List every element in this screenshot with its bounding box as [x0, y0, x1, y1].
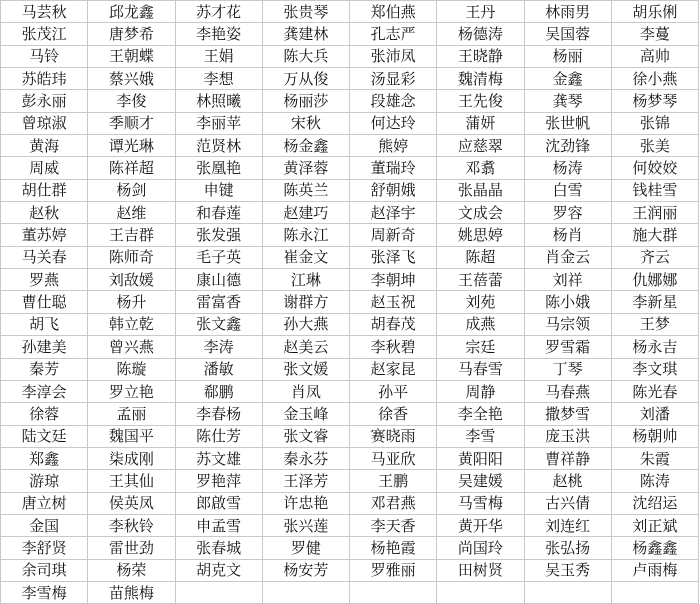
table-row — [1, 492, 699, 514]
name-cell: 李涛 — [175, 336, 262, 358]
name-cell: 秦永芬 — [262, 447, 349, 469]
name-cell: 刘连红 — [524, 514, 611, 536]
name-cell: 陈英兰 — [262, 179, 349, 201]
name-cell: 王梦 — [611, 313, 698, 335]
name-cell: 潘敏 — [175, 358, 262, 380]
name-cell: 白雪 — [524, 179, 611, 201]
name-cell: 赵桃 — [524, 470, 611, 492]
table-row — [1, 246, 699, 268]
name-cell: 龚建林 — [262, 23, 349, 45]
name-cell: 张兴莲 — [262, 514, 349, 536]
table-row — [1, 447, 699, 469]
table-row — [1, 581, 699, 603]
name-cell: 孙平 — [350, 380, 437, 402]
name-cell: 李雪 — [437, 425, 524, 447]
name-cell: 周静 — [437, 380, 524, 402]
name-cell: 王娟 — [175, 45, 262, 67]
name-cell: 曾琼淑 — [1, 112, 88, 134]
table-row — [1, 425, 699, 447]
name-cell: 马春燕 — [524, 380, 611, 402]
name-cell: 雷世劲 — [88, 537, 175, 559]
name-cell: 苏才花 — [175, 1, 262, 23]
name-cell: 赵秋 — [1, 202, 88, 224]
name-cell: 宋秋 — [262, 112, 349, 134]
name-cell: 张文鑫 — [175, 313, 262, 335]
name-cell: 陈超 — [437, 246, 524, 268]
name-cell: 毛子英 — [175, 246, 262, 268]
table-row — [1, 157, 699, 179]
name-cell: 江琳 — [262, 269, 349, 291]
name-cell: 谢群方 — [262, 291, 349, 313]
name-cell: 杨金鑫 — [262, 135, 349, 157]
table-row — [1, 45, 699, 67]
name-cell: 谭光琳 — [88, 135, 175, 157]
name-cell: 撒梦雪 — [524, 403, 611, 425]
table-row — [1, 313, 699, 335]
name-cell: 金鑫 — [524, 68, 611, 90]
name-cell: 和春莲 — [175, 202, 262, 224]
name-cell: 齐云 — [611, 246, 698, 268]
name-cell: 陈师奇 — [88, 246, 175, 268]
name-cell: 苏文雄 — [175, 447, 262, 469]
name-cell: 罗健 — [262, 537, 349, 559]
name-cell: 张美 — [611, 135, 698, 157]
name-cell: 李春杨 — [175, 403, 262, 425]
name-cell: 徐香 — [350, 403, 437, 425]
name-cell: 钱桂雪 — [611, 179, 698, 201]
name-cell: 杨荣 — [88, 559, 175, 581]
name-cell: 龚琴 — [524, 90, 611, 112]
name-cell: 金国 — [1, 514, 88, 536]
name-cell: 吴国蓉 — [524, 23, 611, 45]
name-cell: 赵家昆 — [350, 358, 437, 380]
name-cell: 黄泽蓉 — [262, 157, 349, 179]
name-cell: 张弘扬 — [524, 537, 611, 559]
name-cell — [175, 581, 262, 603]
name-cell: 马亚欣 — [350, 447, 437, 469]
name-cell: 陈仕芳 — [175, 425, 262, 447]
name-table-body — [1, 1, 699, 604]
name-cell — [524, 581, 611, 603]
name-cell: 陈小娥 — [524, 291, 611, 313]
table-row — [1, 403, 699, 425]
name-cell: 李艳姿 — [175, 23, 262, 45]
name-cell: 杨永吉 — [611, 336, 698, 358]
name-cell: 张锦 — [611, 112, 698, 134]
name-cell: 肖凤 — [262, 380, 349, 402]
name-cell: 周威 — [1, 157, 88, 179]
table-row — [1, 559, 699, 581]
name-cell: 曾兴燕 — [88, 336, 175, 358]
name-cell: 郎啟雪 — [175, 492, 262, 514]
name-cell: 柒成刚 — [88, 447, 175, 469]
table-row — [1, 135, 699, 157]
name-cell: 康山德 — [175, 269, 262, 291]
name-cell: 胡飞 — [1, 313, 88, 335]
name-cell: 邓君燕 — [350, 492, 437, 514]
name-cell: 杨丽莎 — [262, 90, 349, 112]
name-cell — [262, 581, 349, 603]
name-cell: 段雄念 — [350, 90, 437, 112]
name-cell: 吴建媛 — [437, 470, 524, 492]
name-cell: 魏清梅 — [437, 68, 524, 90]
name-cell: 邱龙鑫 — [88, 1, 175, 23]
name-cell: 赵玉祝 — [350, 291, 437, 313]
name-cell: 杨涛 — [524, 157, 611, 179]
name-cell: 舒朝娥 — [350, 179, 437, 201]
name-cell — [611, 581, 698, 603]
table-row — [1, 202, 699, 224]
name-cell: 仇娜娜 — [611, 269, 698, 291]
name-cell: 杨朝帅 — [611, 425, 698, 447]
name-cell: 杨剑 — [88, 179, 175, 201]
name-cell: 李蔓 — [611, 23, 698, 45]
name-cell: 何达玲 — [350, 112, 437, 134]
name-cell: 杨德涛 — [437, 23, 524, 45]
name-cell: 金玉峰 — [262, 403, 349, 425]
name-cell: 林雨男 — [524, 1, 611, 23]
name-cell: 李朝坤 — [350, 269, 437, 291]
name-cell: 董瑞玲 — [350, 157, 437, 179]
name-cell: 张晶晶 — [437, 179, 524, 201]
name-cell: 马关春 — [1, 246, 88, 268]
name-cell: 彭永丽 — [1, 90, 88, 112]
name-cell: 李全艳 — [437, 403, 524, 425]
name-cell: 罗立艳 — [88, 380, 175, 402]
name-cell: 王吉群 — [88, 224, 175, 246]
name-cell: 李舒贤 — [1, 537, 88, 559]
name-cell: 罗雅丽 — [350, 559, 437, 581]
name-cell: 张发强 — [175, 224, 262, 246]
name-cell: 张文睿 — [262, 425, 349, 447]
name-cell: 宗廷 — [437, 336, 524, 358]
name-cell: 李雪梅 — [1, 581, 88, 603]
name-cell: 胡乐俐 — [611, 1, 698, 23]
name-cell: 王泽芳 — [262, 470, 349, 492]
table-row — [1, 224, 699, 246]
name-cell: 张世帆 — [524, 112, 611, 134]
name-cell: 成燕 — [437, 313, 524, 335]
name-cell: 沈劲锋 — [524, 135, 611, 157]
name-cell: 朱霞 — [611, 447, 698, 469]
name-cell: 张贵琴 — [262, 1, 349, 23]
name-cell: 曹祥静 — [524, 447, 611, 469]
name-cell: 赛晓雨 — [350, 425, 437, 447]
name-cell: 李想 — [175, 68, 262, 90]
name-cell: 李秋碧 — [350, 336, 437, 358]
name-cell: 杨丽 — [524, 45, 611, 67]
name-cell: 陈祥超 — [88, 157, 175, 179]
name-cell: 高帅 — [611, 45, 698, 67]
table-row — [1, 470, 699, 492]
name-cell: 姚思婷 — [437, 224, 524, 246]
name-cell: 唐梦希 — [88, 23, 175, 45]
name-cell: 孟丽 — [88, 403, 175, 425]
name-cell: 杨升 — [88, 291, 175, 313]
name-cell: 杨鑫鑫 — [611, 537, 698, 559]
table-row — [1, 537, 699, 559]
name-cell: 张文媛 — [262, 358, 349, 380]
name-cell: 杨肖 — [524, 224, 611, 246]
name-cell: 赵维 — [88, 202, 175, 224]
name-cell: 胡春茂 — [350, 313, 437, 335]
name-cell: 万从俊 — [262, 68, 349, 90]
table-row — [1, 514, 699, 536]
name-cell — [437, 581, 524, 603]
name-cell: 孙建美 — [1, 336, 88, 358]
name-cell: 蔡兴娥 — [88, 68, 175, 90]
name-cell: 蒲妍 — [437, 112, 524, 134]
name-cell — [350, 581, 437, 603]
name-cell: 游琼 — [1, 470, 88, 492]
name-cell: 李文琪 — [611, 358, 698, 380]
name-cell: 陈涛 — [611, 470, 698, 492]
name-cell: 陈永江 — [262, 224, 349, 246]
name-cell: 郑鑫 — [1, 447, 88, 469]
name-cell: 秦芳 — [1, 358, 88, 380]
name-cell: 黄开华 — [437, 514, 524, 536]
name-cell: 陈大兵 — [262, 45, 349, 67]
name-cell: 魏国平 — [88, 425, 175, 447]
name-cell: 范贤林 — [175, 135, 262, 157]
name-cell: 胡克文 — [175, 559, 262, 581]
name-cell: 王蓓蕾 — [437, 269, 524, 291]
name-cell: 徐小燕 — [611, 68, 698, 90]
name-cell: 罗艳萍 — [175, 470, 262, 492]
name-cell: 侯英凤 — [88, 492, 175, 514]
name-cell: 肖金云 — [524, 246, 611, 268]
name-cell: 张泽飞 — [350, 246, 437, 268]
name-cell: 丁琴 — [524, 358, 611, 380]
name-cell: 陈光春 — [611, 380, 698, 402]
name-cell: 马芸秋 — [1, 1, 88, 23]
name-cell: 罗容 — [524, 202, 611, 224]
name-cell: 胡仕群 — [1, 179, 88, 201]
name-cell: 韩立乾 — [88, 313, 175, 335]
name-cell: 杨艳霞 — [350, 537, 437, 559]
name-cell: 孙大燕 — [262, 313, 349, 335]
name-cell: 王其仙 — [88, 470, 175, 492]
name-cell: 崔金文 — [262, 246, 349, 268]
name-cell: 沈绍运 — [611, 492, 698, 514]
table-row — [1, 358, 699, 380]
name-cell: 罗燕 — [1, 269, 88, 291]
name-cell: 何姣姣 — [611, 157, 698, 179]
name-cell: 李淳会 — [1, 380, 88, 402]
name-cell: 尚国玲 — [437, 537, 524, 559]
name-cell: 王润丽 — [611, 202, 698, 224]
table-row — [1, 291, 699, 313]
name-cell: 李俊 — [88, 90, 175, 112]
table-row — [1, 112, 699, 134]
table-row — [1, 380, 699, 402]
name-cell: 曹仕聪 — [1, 291, 88, 313]
name-cell: 李天香 — [350, 514, 437, 536]
name-cell: 文成会 — [437, 202, 524, 224]
name-cell: 马宗领 — [524, 313, 611, 335]
name-cell: 刘潘 — [611, 403, 698, 425]
name-cell: 陆文廷 — [1, 425, 88, 447]
name-cell: 田树贤 — [437, 559, 524, 581]
table-row — [1, 68, 699, 90]
name-cell: 张茂江 — [1, 23, 88, 45]
name-cell: 古兴倩 — [524, 492, 611, 514]
name-cell: 黄阳阳 — [437, 447, 524, 469]
name-cell: 刘敌媛 — [88, 269, 175, 291]
name-cell: 季顺才 — [88, 112, 175, 134]
name-cell: 王晓静 — [437, 45, 524, 67]
name-cell: 申孟雪 — [175, 514, 262, 536]
name-cell: 罗雪霜 — [524, 336, 611, 358]
name-cell: 刘祥 — [524, 269, 611, 291]
name-cell: 施大群 — [611, 224, 698, 246]
table-row — [1, 336, 699, 358]
name-cell: 林照曦 — [175, 90, 262, 112]
name-cell: 申键 — [175, 179, 262, 201]
table-row — [1, 269, 699, 291]
name-cell: 余司琪 — [1, 559, 88, 581]
name-cell: 赵美云 — [262, 336, 349, 358]
name-cell: 唐立树 — [1, 492, 88, 514]
name-cell: 庞玉洪 — [524, 425, 611, 447]
name-cell: 孔志严 — [350, 23, 437, 45]
name-cell: 应慈翠 — [437, 135, 524, 157]
name-cell: 许忠艳 — [262, 492, 349, 514]
name-cell: 赵泽宇 — [350, 202, 437, 224]
name-cell: 李丽苹 — [175, 112, 262, 134]
name-cell: 雷富香 — [175, 291, 262, 313]
name-cell: 苏皓玮 — [1, 68, 88, 90]
name-cell: 徐蓉 — [1, 403, 88, 425]
name-cell: 王鹏 — [350, 470, 437, 492]
name-cell: 郑伯燕 — [350, 1, 437, 23]
name-cell: 陈璇 — [88, 358, 175, 380]
name-cell: 熊婷 — [350, 135, 437, 157]
name-cell: 吴玉秀 — [524, 559, 611, 581]
name-cell: 郗鹏 — [175, 380, 262, 402]
table-row — [1, 90, 699, 112]
name-cell: 马铃 — [1, 45, 88, 67]
table-row — [1, 23, 699, 45]
name-cell: 王先俊 — [437, 90, 524, 112]
name-cell: 张凰艳 — [175, 157, 262, 179]
name-cell: 张春城 — [175, 537, 262, 559]
name-cell: 董苏婷 — [1, 224, 88, 246]
name-cell: 黄海 — [1, 135, 88, 157]
name-cell: 卢雨梅 — [611, 559, 698, 581]
name-cell: 刘正斌 — [611, 514, 698, 536]
name-cell: 马春雪 — [437, 358, 524, 380]
name-cell: 汤显彩 — [350, 68, 437, 90]
name-cell: 李秋铃 — [88, 514, 175, 536]
name-cell: 周新奇 — [350, 224, 437, 246]
name-cell: 赵建巧 — [262, 202, 349, 224]
table-row — [1, 179, 699, 201]
name-cell: 马雪梅 — [437, 492, 524, 514]
name-cell: 刘苑 — [437, 291, 524, 313]
name-cell: 李新星 — [611, 291, 698, 313]
name-cell: 张沛凤 — [350, 45, 437, 67]
name-cell: 邓翥 — [437, 157, 524, 179]
name-cell: 杨安芳 — [262, 559, 349, 581]
name-cell: 王朝蝶 — [88, 45, 175, 67]
name-cell: 王丹 — [437, 1, 524, 23]
table-row — [1, 1, 699, 23]
name-cell: 苗熊梅 — [88, 581, 175, 603]
name-cell: 杨梦琴 — [611, 90, 698, 112]
